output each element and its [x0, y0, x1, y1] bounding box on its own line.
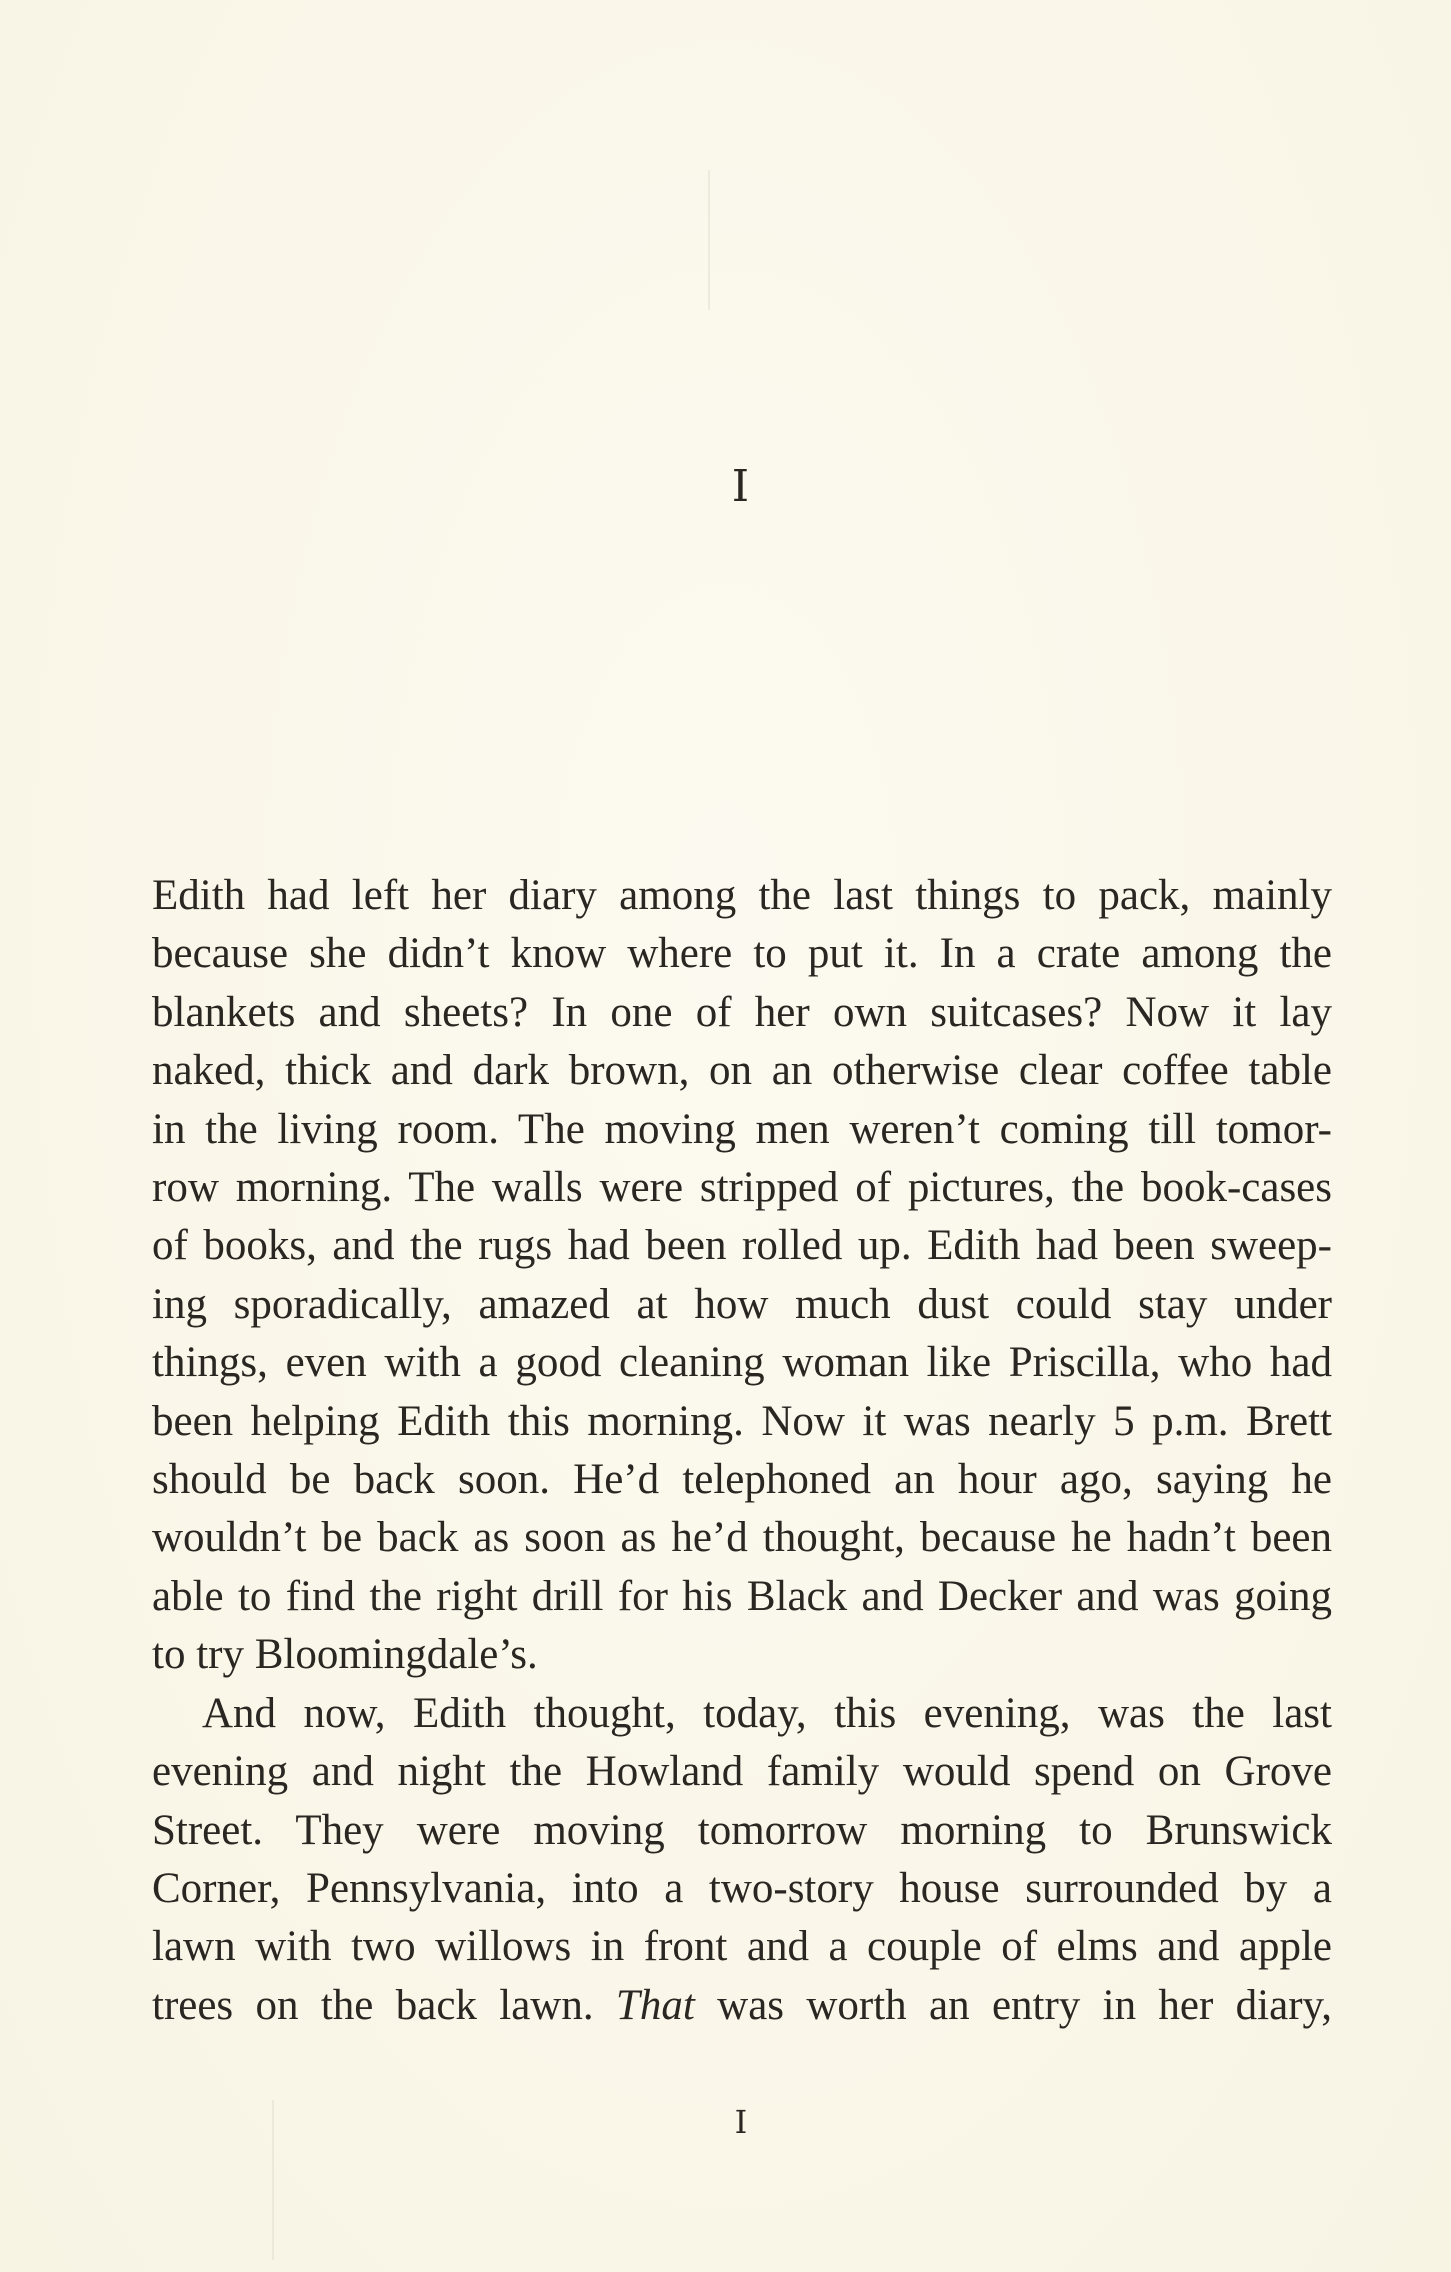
italic-word: That	[615, 1981, 695, 2029]
text-line: in the living room. The moving men weren’t coming till tomor-	[152, 1105, 1332, 1153]
scan-line	[708, 170, 710, 310]
paragraph-1	[152, 867, 1332, 1685]
text-line: to try Bloomingdale’s.	[152, 1631, 538, 1679]
text-line: Street. They were moving tomorrow morning to Brunswick	[152, 1806, 1332, 1854]
text-line: Corner, Pennsylvania, into a two-story house surrounded by a	[152, 1864, 1332, 1912]
body-text	[152, 867, 1332, 2035]
text-line: things, even with a good cleaning woman like Priscilla, who had	[152, 1339, 1332, 1387]
text-line	[152, 1977, 1332, 2035]
text-line: because she didn’t know where to put it. In a crate among the	[152, 930, 1332, 978]
text-line: should be back soon. He’d telephoned an hour ago, saying he	[152, 1456, 1332, 1504]
text-line: blankets and sheets? In one of her own suitcases? Now it lay	[152, 988, 1332, 1036]
text-line: lawn with two willows in front and a couple of elms and apple	[152, 1923, 1332, 1971]
text-line: been helping Edith this morning. Now it was nearly 5 p.m. Brett	[152, 1397, 1332, 1445]
text-line: ing sporadically, amazed at how much dust could stay under	[152, 1280, 1332, 1328]
text-line: evening and night the Howland family would spend on Grove	[152, 1748, 1332, 1796]
text-line: row morning. The walls were stripped of pictures, the book-cases	[152, 1164, 1332, 1212]
text-line: able to find the right drill for his Black and Decker and was going	[152, 1572, 1332, 1620]
text-line: wouldn’t be back as soon as he’d thought, because he hadn’t been	[152, 1514, 1332, 1562]
text-line: naked, thick and dark brown, on an otherwise clear coffee table	[152, 1047, 1332, 1095]
paragraph-2	[152, 1685, 1332, 2035]
text-line: And now, Edith thought, today, this evening, was the last	[202, 1689, 1332, 1737]
text-line: Edith had left her diary among the last things to pack, mainly	[152, 872, 1332, 919]
line-start: trees on the back lawn.	[152, 1981, 616, 2029]
page-number: I	[734, 2103, 748, 2141]
line-end: was worth an entry in her diary,	[694, 1981, 1332, 2029]
text-line: of books, and the rugs had been rolled up. Edith had been sweep-	[152, 1222, 1332, 1270]
chapter-number: I	[731, 461, 751, 512]
